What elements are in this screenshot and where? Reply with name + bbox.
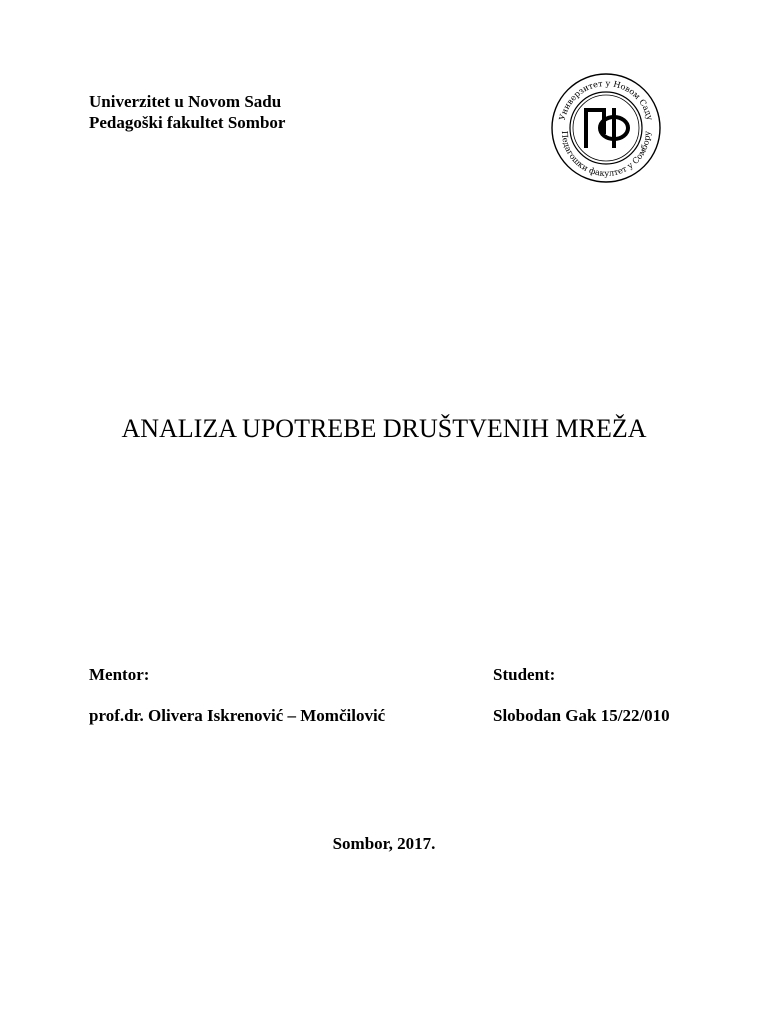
faculty-name: Pedagoški fakultet Sombor <box>89 113 286 132</box>
logo-ring-text-top: Универзитет у Новом Саду <box>556 77 656 122</box>
logo-monogram <box>584 108 628 148</box>
student-label: Student: <box>493 665 556 684</box>
institution-header <box>89 91 285 133</box>
document-title: ANALIZA UPOTREBE DRUŠTVENIH MREŽA <box>121 414 647 443</box>
place-and-date: Sombor, 2017. <box>332 834 436 853</box>
faculty-logo-seal <box>550 72 662 184</box>
mentor-label: Mentor: <box>89 665 150 684</box>
logo-ring-text-bottom: Педагошки факултет у Сомбору <box>559 130 653 179</box>
university-name: Univerzitet u Novom Sadu <box>89 92 282 111</box>
student-name: Slobodan Gak 15/22/010 <box>493 706 670 725</box>
mentor-name: prof.dr. Olivera Iskrenović – Momčilović <box>89 706 386 725</box>
